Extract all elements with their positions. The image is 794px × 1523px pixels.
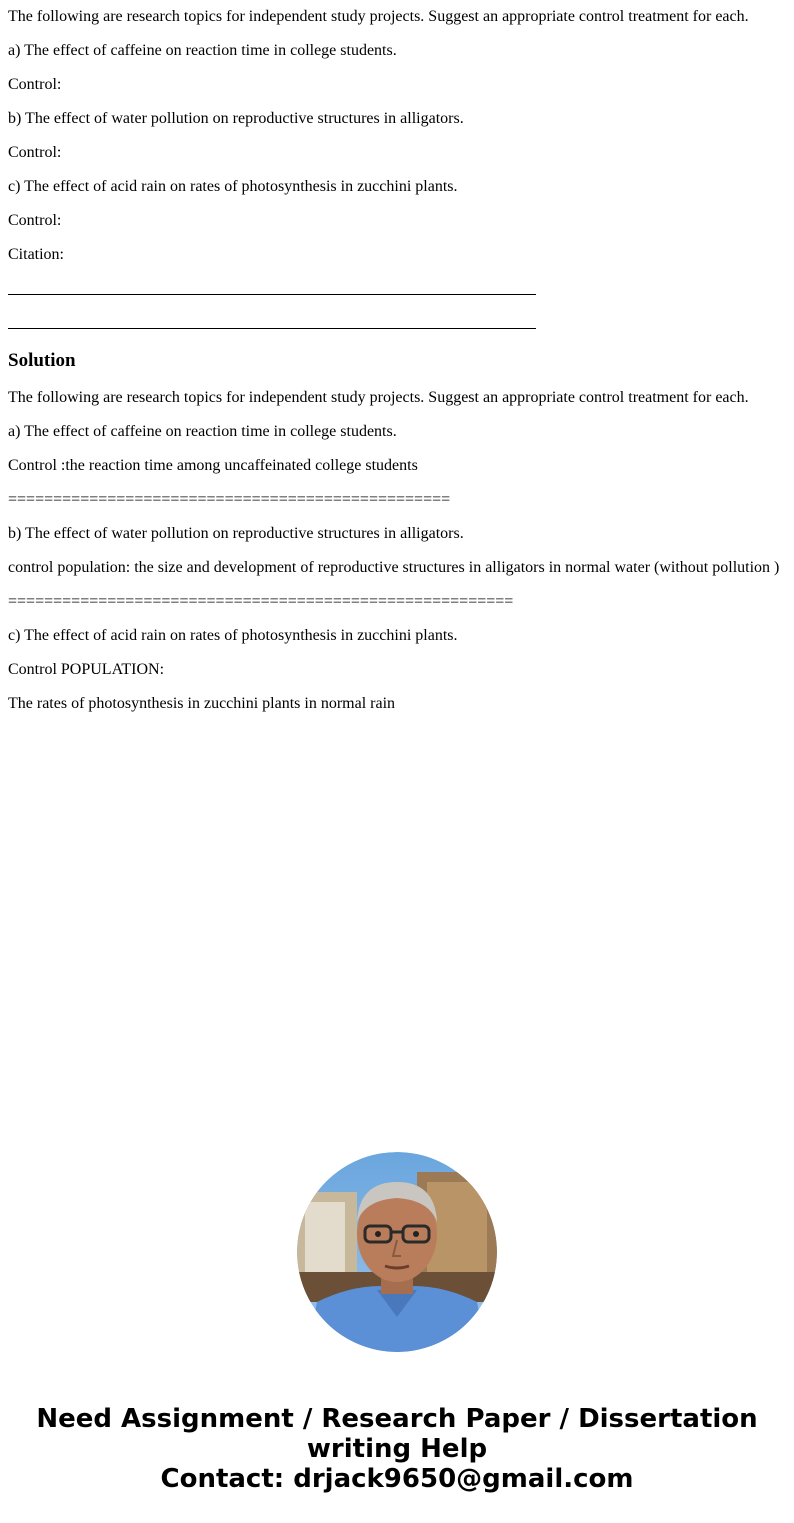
answer-line xyxy=(8,294,536,295)
question-c: c) The effect of acid rain on rates of photosynthesis in zucchini plants. xyxy=(8,178,458,195)
promo-line: Need Assignment / Research Paper / Dissertation xyxy=(36,1404,758,1434)
question-a: a) The effect of caffeine on reaction time in college students. xyxy=(8,42,397,59)
document-body xyxy=(0,0,794,713)
question-intro: The following are research topics for independent study projects. Suggest an appropriate control treatment for each. xyxy=(8,8,749,25)
solution-a: a) The effect of caffeine on reaction time in college students. xyxy=(8,423,397,440)
solution-control-c: The rates of photosynthesis in zucchini plants in normal rain xyxy=(8,695,396,712)
control-c-label: Control: xyxy=(8,212,62,229)
solution-b: b) The effect of water pollution on reproductive structures in alligators. xyxy=(8,525,464,542)
promo-line: writing Help xyxy=(306,1434,488,1464)
author-avatar xyxy=(297,1152,497,1352)
solution-control-c-label: Control POPULATION: xyxy=(8,661,165,678)
promo-text xyxy=(0,1404,794,1494)
promo-banner xyxy=(0,1152,794,1494)
solution-c: c) The effect of acid rain on rates of photosynthesis in zucchini plants. xyxy=(8,627,458,644)
solution-control-b: control population: the size and development of reproductive structures in alligators in normal water (without pollution ) xyxy=(8,559,780,576)
citation-label: Citation: xyxy=(8,246,64,263)
solution-heading: Solution xyxy=(8,350,76,371)
answer-line xyxy=(8,328,536,329)
separator: ================================================= xyxy=(8,491,451,508)
promo-contact: Contact: drjack9650@gmail.com xyxy=(160,1464,634,1494)
solution-control-a: Control :the reaction time among uncaffeinated college students xyxy=(8,457,418,474)
separator: ======================================================== xyxy=(8,593,514,610)
control-b-label: Control: xyxy=(8,144,62,161)
solution-intro: The following are research topics for independent study projects. Suggest an appropriate control treatment for each. xyxy=(8,389,749,406)
control-a-label: Control: xyxy=(8,76,62,93)
question-b: b) The effect of water pollution on reproductive structures in alligators. xyxy=(8,110,464,127)
